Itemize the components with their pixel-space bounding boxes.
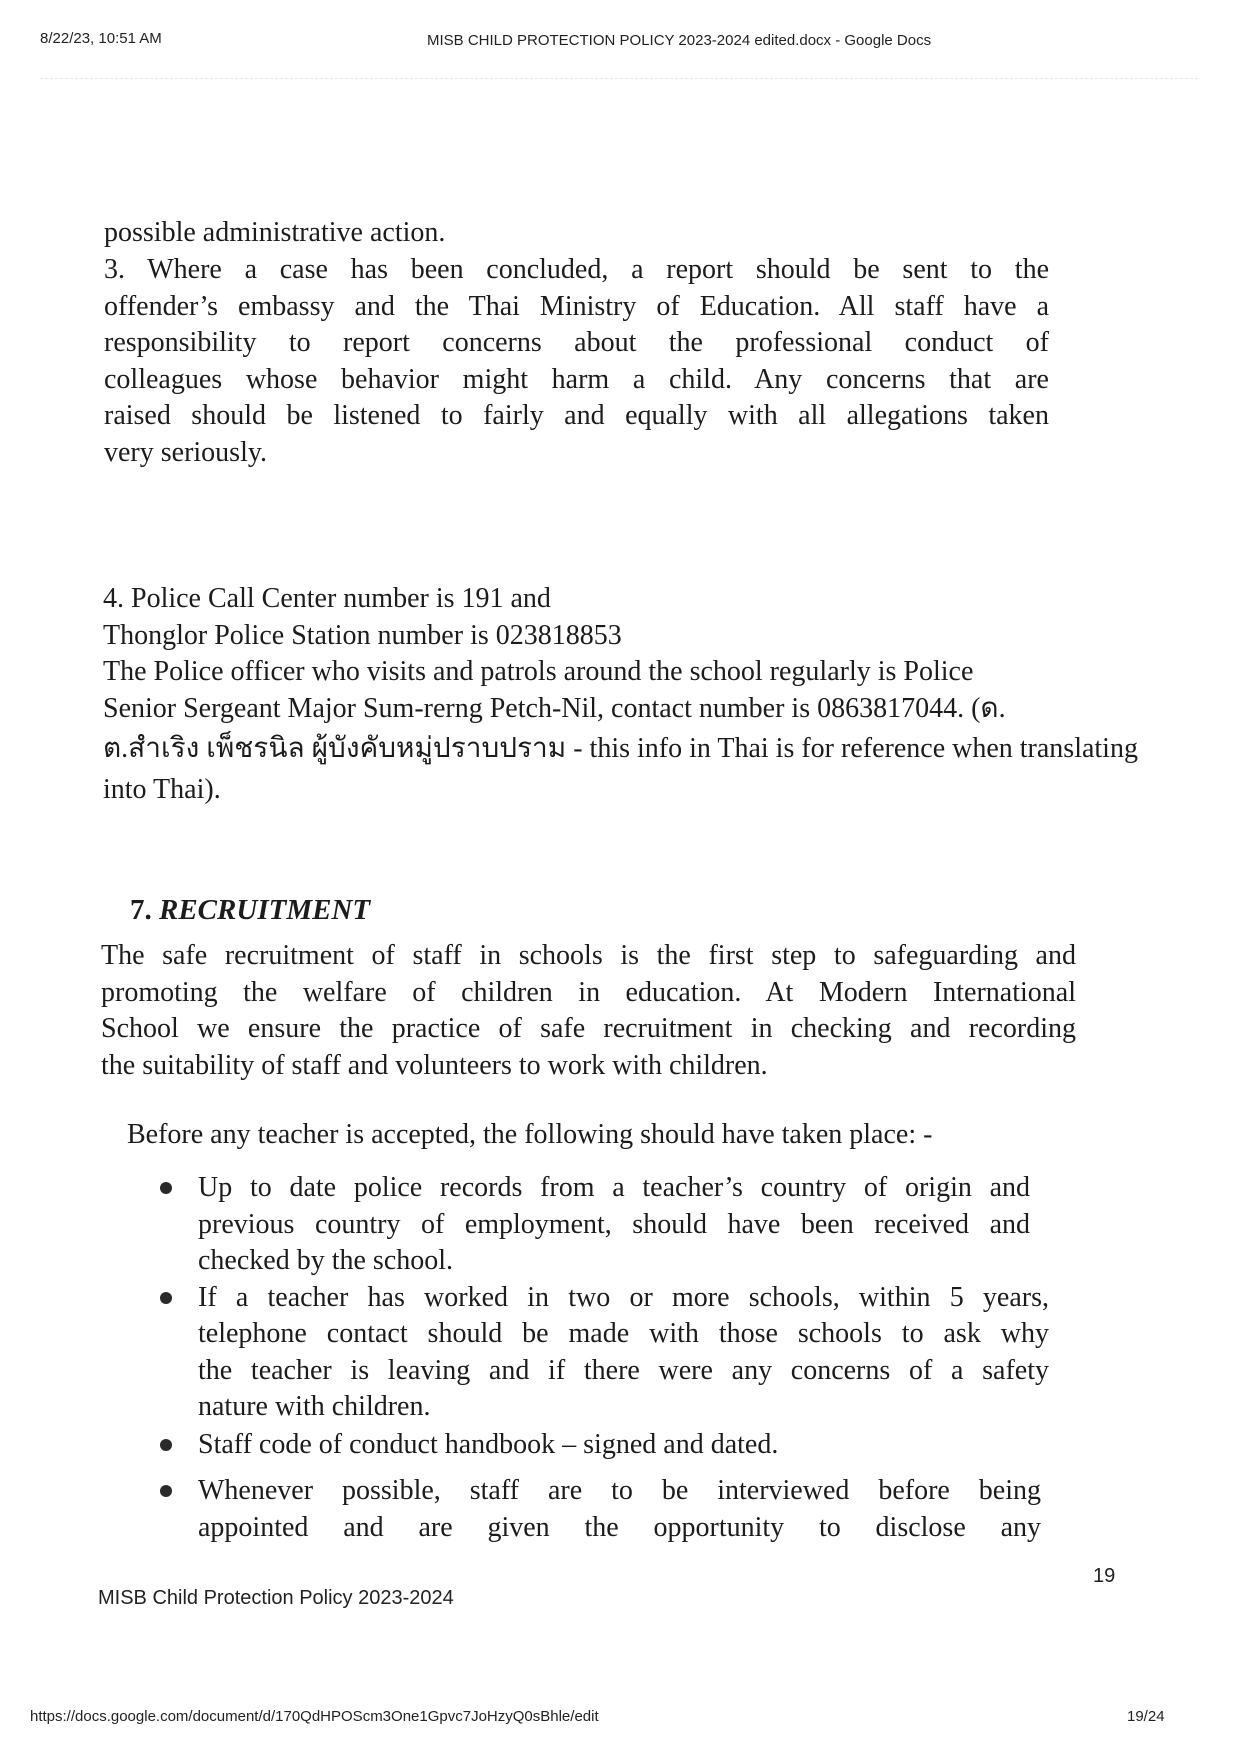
text-line: Before any teacher is accepted, the following should have taken place: - xyxy=(127,1119,933,1150)
paragraph-safe-recruitment xyxy=(101,938,1076,1084)
list-item xyxy=(150,1280,1050,1426)
text-line: possible administrative action. xyxy=(104,217,446,248)
text-line: very seriously. xyxy=(104,436,268,468)
text-line: raised should be listened to fairly and equally with all allegations taken xyxy=(104,400,1049,431)
section-heading-recruitment xyxy=(130,894,370,927)
list-item xyxy=(150,1427,1050,1464)
bullet-dot-icon xyxy=(160,1182,172,1194)
bullet-dot-icon xyxy=(160,1439,172,1451)
paragraph-administrative-action xyxy=(104,215,1054,252)
text-line: Thonglor Police Station number is 023818853 xyxy=(103,619,622,651)
text-line: the teacher is leaving and if there were any concerns of a safety xyxy=(198,1354,1049,1386)
text-line: responsibility to report concerns about the professional conduct of xyxy=(104,327,1049,358)
text-line: The Police officer who visits and patrols around the school regularly is Police xyxy=(103,656,974,687)
text-line: 3. Where a case has been concluded, a report should be sent to the xyxy=(104,254,1049,285)
print-page-count: 19/24 xyxy=(1127,1708,1165,1725)
text-line: School we ensure the practice of safe recruitment in checking and recording xyxy=(101,1013,1076,1044)
footer-policy-name: MISB Child Protection Policy 2023-2024 xyxy=(98,1587,454,1609)
text-line: If a teacher has worked in two or more schools, within 5 years, xyxy=(198,1281,1049,1313)
text-line: the suitability of staff and volunteers to work with children. xyxy=(101,1049,768,1081)
print-timestamp: 8/22/23, 10:51 AM xyxy=(40,30,162,47)
text-line: Staff code of conduct handbook – signed and dated. xyxy=(198,1428,779,1460)
section-number: 7. xyxy=(130,894,152,926)
print-url: https://docs.google.com/document/d/170QdHPOScm3One1Gpvc7JoHzyQ0sBhle/edit xyxy=(30,1708,599,1725)
text-line: colleagues whose behavior might harm a child. Any concerns that are xyxy=(104,363,1049,395)
text-line: Up to date police records from a teacher’s country of origin and xyxy=(198,1172,1030,1203)
text-line: telephone contact should be made with those schools to ask why xyxy=(198,1318,1049,1349)
text-line: checked by the school. xyxy=(198,1245,454,1276)
text-line: previous country of employment, should have been received and xyxy=(198,1208,1030,1240)
text-line: Whenever possible, staff are to be interviewed before being xyxy=(198,1475,1041,1506)
text-line: Senior Sergeant Major Sum-rerng Petch-Nil, contact number is 0863817044. (ด. xyxy=(103,692,1006,724)
paragraph-before-acceptance xyxy=(127,1117,1107,1154)
text-line: nature with children. xyxy=(198,1391,431,1422)
text-line: The safe recruitment of staff in schools is the first step to safeguarding and xyxy=(101,940,1076,971)
text-line: promoting the welfare of children in education. At Modern International xyxy=(101,976,1076,1008)
header-divider xyxy=(40,78,1198,79)
bullet-dot-icon xyxy=(160,1292,172,1304)
paragraph-3-case-concluded xyxy=(104,252,1049,471)
text-line: offender’s embassy and the Thai Ministry of Education. All staff have a xyxy=(104,290,1049,322)
section-title: RECRUITMENT xyxy=(159,894,371,926)
paragraph-4-police-contacts xyxy=(103,581,1138,808)
print-document-title: MISB CHILD PROTECTION POLICY 2023-2024 edited.docx - Google Docs xyxy=(427,32,932,49)
text-line: 4. Police Call Center number is 191 and xyxy=(103,583,551,614)
bullet-dot-icon xyxy=(160,1485,172,1497)
requirements-bullet-list xyxy=(150,1170,1050,1546)
page-number: 19 xyxy=(1093,1565,1116,1587)
list-item xyxy=(150,1170,1050,1280)
text-line: into Thai). xyxy=(103,773,221,805)
text-line-thai: ต.สำเริง เพ็ชรนิล ผู้บังคับหมู่ปราบปราม - this info in Thai is for reference when translating xyxy=(103,733,1138,764)
list-item xyxy=(150,1473,1050,1546)
text-line: appointed and are given the opportunity to disclose any xyxy=(198,1511,1041,1543)
